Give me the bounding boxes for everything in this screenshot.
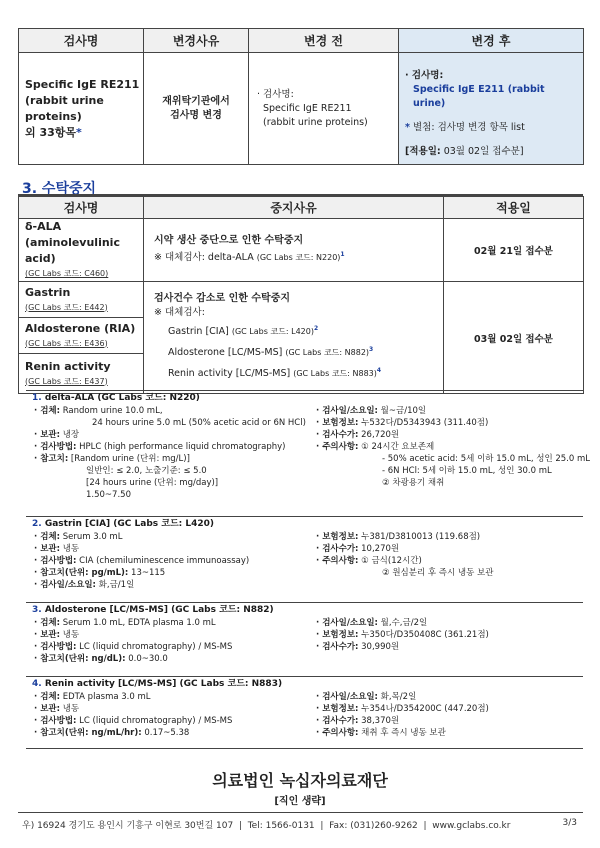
- footer-website[interactable]: www.gclabs.co.kr: [432, 821, 511, 831]
- detail-value: LC (liquid chromatography) / MS-MS: [76, 716, 233, 726]
- star-mark: *: [76, 125, 82, 139]
- alt-code: (GC Labs 코드: N220): [256, 253, 341, 263]
- detail-row: [34, 531, 316, 543]
- detail-row: [34, 441, 316, 453]
- footer: 우) 16924 경기도 용인시 기흥구 이현로 30번길 107 | Tel: 1566-0131 | Fax: (031)260-9262 | www.gclabs.co.kr 3/3: [22, 818, 577, 831]
- alt-code: (GC Labs 코드: N883): [293, 369, 377, 379]
- seal-omitted: [직인 생략]: [274, 796, 326, 807]
- header-change-reason: 변경사유: [144, 29, 249, 53]
- detail-label: · 검사방법:: [34, 642, 77, 652]
- detail-value: [Random urine (단위: mg/L)]: [68, 454, 190, 464]
- detail-value: 0.0~30.0: [125, 654, 168, 664]
- reason-cell: [144, 282, 444, 394]
- detail-row: [34, 629, 316, 641]
- detail-value: 화,금/1일: [95, 580, 135, 590]
- detail-row: [316, 727, 583, 739]
- reason-line2: 검사명 변경: [170, 109, 222, 121]
- box-number: 1.: [32, 393, 42, 403]
- reason-cell: [144, 219, 444, 282]
- footnote-ref: 2: [313, 324, 319, 332]
- test-code: (GC Labs 코드: E436): [25, 338, 108, 348]
- detail-left: [26, 405, 316, 501]
- after-label: · 검사명:: [405, 70, 444, 81]
- detail-value: 냉장: [60, 430, 80, 440]
- detail-right: [316, 691, 583, 739]
- page-number: 3/3: [562, 818, 577, 828]
- detail-value: 누381/D3810013 (119.68점): [358, 532, 481, 542]
- detail-value: 냉동: [60, 544, 80, 554]
- detail-row: [316, 617, 583, 629]
- header-test-name: 검사명: [19, 197, 144, 219]
- detail-label: · 검사방법:: [34, 716, 77, 726]
- detail-row: [34, 453, 316, 465]
- detail-label: · 검체:: [34, 406, 61, 416]
- detail-row: [316, 405, 583, 417]
- reason-head: 시약 생산 중단으로 인한 수탁중지: [154, 235, 304, 247]
- test-code: (GC Labs 코드: E437): [25, 376, 108, 386]
- detail-row: [316, 715, 583, 727]
- cell-test-name: [19, 53, 144, 165]
- detail-value: Random urine 10.0 mL,: [60, 406, 163, 416]
- box-title: Gastrin [CIA] (GC Labs 코드: L420): [44, 519, 215, 529]
- detail-value: 누354나/D354200C (447.20점): [358, 704, 489, 714]
- detail-label: · 검사방법:: [34, 442, 77, 452]
- detail-value: 월~금/10일: [377, 406, 427, 416]
- table-row: [19, 282, 144, 318]
- detail-row: [34, 641, 316, 653]
- detail-label: · 검체:: [34, 692, 61, 702]
- detail-row: [316, 441, 583, 453]
- alt-code: (GC Labs 코드: L420): [231, 326, 314, 336]
- test-name-line1: Specific IgE RE211: [25, 77, 140, 91]
- detail-left: [26, 617, 316, 665]
- detail-value: 냉동: [60, 704, 80, 714]
- before-line2: Specific IgE RE211: [263, 102, 352, 114]
- reason-head: 검사건수 감소로 인한 수탁중지: [154, 292, 291, 304]
- detail-row: [34, 617, 316, 629]
- detail-right: [316, 617, 583, 665]
- detail-label: · 보험정보:: [316, 532, 359, 542]
- reason-line1: 재위탁기관에서: [162, 95, 230, 107]
- alt-item: Renin activity [LC/MS-MS]: [168, 368, 291, 380]
- detail-value: 월,수,금/2일: [377, 618, 428, 628]
- alt-test: ※ 대체검사:: [154, 306, 205, 318]
- section-title: 3. 수탁중지: [22, 181, 97, 197]
- detail-value: 0.17~5.38: [141, 728, 190, 738]
- change-table: [18, 28, 584, 165]
- suspension-table: [18, 196, 584, 394]
- detail-box-1: [26, 390, 591, 501]
- detail-row: [34, 691, 316, 703]
- detail-label: · 검체:: [34, 618, 61, 628]
- test-name: Aldosterone (RIA): [25, 321, 136, 335]
- detail-row: ② 차광용기 채취: [382, 478, 445, 488]
- detail-value: 누532다/D5343943 (311.40점): [358, 418, 489, 428]
- detail-label: · 검체:: [34, 532, 61, 542]
- detail-label: · 검사일/소요일:: [316, 618, 378, 628]
- detail-row: 일반인: ≤ 2.0, 노출기준: ≤ 5.0: [86, 466, 207, 476]
- detail-value: 채취 후 즉시 냉동 보관: [358, 728, 446, 738]
- detail-row: - 6N HCl: 5세 이하 15.0 mL, 성인 30.0 mL: [382, 466, 552, 476]
- detail-value: ① 금식(12시간): [358, 556, 422, 566]
- detail-value: LC (liquid chromatography) / MS-MS: [76, 642, 233, 652]
- alt-code: (GC Labs 코드: N882): [285, 348, 370, 358]
- cell-before: [249, 53, 399, 165]
- test-name-line3: 외 33항목: [25, 125, 77, 139]
- header-after: 변경 후: [399, 29, 584, 53]
- detail-label: · 보험정보:: [316, 704, 359, 714]
- before-line1: · 검사명:: [257, 88, 294, 100]
- box-title: delta-ALA (GC Labs 코드: N220): [44, 393, 200, 403]
- detail-box-2: [26, 516, 583, 591]
- detail-row: [316, 543, 583, 555]
- cell-reason: [144, 53, 249, 165]
- footnote-ref: 3: [369, 345, 374, 353]
- detail-row: [34, 579, 316, 591]
- detail-value: HPLC (high performance liquid chromatography): [76, 442, 286, 452]
- test-name: Gastrin: [25, 285, 71, 299]
- detail-row: - 50% acetic acid: 5세 이하 15.0 mL, 성인 25.0 mL: [382, 454, 591, 464]
- box-title: Aldosterone [LC/MS-MS] (GC Labs 코드: N882): [44, 605, 274, 615]
- detail-row: [316, 417, 583, 429]
- detail-label: · 보험정보:: [316, 630, 359, 640]
- detail-label: · 보험정보:: [316, 418, 359, 428]
- detail-value: 10,270원: [358, 544, 400, 554]
- detail-value: 화,목/2일: [377, 692, 417, 702]
- detail-row: [316, 555, 583, 567]
- detail-label: · 참고치:: [34, 454, 69, 464]
- detail-row: [34, 429, 316, 441]
- after-note-star: *: [405, 122, 410, 133]
- detail-value: ① 24시간 요보존제: [358, 442, 435, 452]
- detail-value: EDTA plasma 3.0 mL: [60, 692, 151, 702]
- header-test-name: 검사명: [19, 29, 144, 53]
- detail-value: CIA (chemiluminescence immunoassay): [76, 556, 250, 566]
- after-note: 별첨: 검사명 변경 항목 list: [413, 122, 525, 133]
- detail-row: [34, 715, 316, 727]
- box-divider: [26, 748, 583, 749]
- detail-row: 1.50~7.50: [86, 490, 131, 500]
- footer-tel: Tel: 1566-0131: [247, 821, 315, 831]
- box-number: 3.: [32, 605, 42, 615]
- footnote-ref: 1: [340, 251, 345, 259]
- detail-row: [316, 429, 583, 441]
- detail-label: · 주의사항:: [316, 442, 359, 452]
- detail-row: 24 hours urine 5.0 mL (50% acetic acid or 6N HCl): [92, 418, 306, 428]
- apply-date: 03월 02일 접수분: [444, 282, 584, 394]
- table-row: [19, 219, 144, 282]
- detail-row: [34, 543, 316, 555]
- header-suspend-reason: 중지사유: [144, 197, 444, 219]
- detail-label: · 검사일/소요일:: [316, 692, 378, 702]
- detail-label: · 주의사항:: [316, 728, 359, 738]
- detail-left: [26, 691, 316, 739]
- detail-value: 13~115: [128, 568, 166, 578]
- detail-box-3: [26, 602, 583, 665]
- header-apply-date: 적용일: [444, 197, 584, 219]
- detail-box-4: [26, 676, 583, 739]
- detail-right: [316, 531, 583, 591]
- box-number: 2.: [32, 519, 42, 529]
- organization-name: 의료법인 녹십자의료재단: [212, 771, 388, 790]
- test-code: (GC Labs 코드: E442): [25, 302, 108, 312]
- footer-address: 우) 16924 경기도 용인시 기흥구 이현로 30번길 107: [22, 821, 234, 831]
- detail-row: [316, 531, 583, 543]
- detail-label: · 검사수가:: [316, 716, 359, 726]
- alt-item: Gastrin [CIA]: [168, 325, 229, 337]
- detail-label: · 보관:: [34, 430, 61, 440]
- detail-label: · 검사일/소요일:: [316, 406, 378, 416]
- detail-row: [24 hours urine (단위: mg/day)]: [86, 478, 219, 488]
- after-value: Specific IgE E211 (rabbit urine): [413, 84, 545, 109]
- detail-row: [34, 567, 316, 579]
- alt-test: ※ 대체검사: delta-ALA: [154, 252, 254, 264]
- detail-row: [34, 405, 316, 417]
- detail-value: 38,370원: [358, 716, 400, 726]
- cell-after: [399, 53, 584, 165]
- detail-label: · 참고치(단위: ng/dL):: [34, 654, 126, 664]
- detail-row: [316, 691, 583, 703]
- test-name: δ-ALA: [25, 220, 62, 233]
- detail-label: · 검사일/소요일:: [34, 580, 96, 590]
- detail-label: · 참고치(단위: pg/mL):: [34, 568, 129, 578]
- box-number: 4.: [32, 679, 42, 689]
- detail-row: [34, 727, 316, 739]
- detail-row: [34, 653, 316, 665]
- box-title: Renin activity [LC/MS-MS] (GC Labs 코드: N883): [44, 679, 283, 689]
- table-row: [19, 318, 144, 354]
- detail-value: 누350다/D350408C (361.21점): [358, 630, 489, 640]
- footer-fax: Fax: (031)260-9262: [329, 821, 418, 831]
- detail-row: [316, 703, 583, 715]
- detail-label: · 검사방법:: [34, 556, 77, 566]
- alt-item: Aldosterone [LC/MS-MS]: [168, 347, 283, 359]
- detail-row: ② 원심분리 후 즉시 냉동 보관: [382, 568, 494, 578]
- detail-row: [316, 629, 583, 641]
- detail-value: Serum 3.0 mL: [60, 532, 123, 542]
- detail-right: [316, 405, 591, 501]
- detail-left: [26, 531, 316, 591]
- apply-label: [적용일:: [405, 146, 441, 157]
- test-name-line2: (rabbit urine proteins): [25, 93, 104, 123]
- detail-label: · 검사수가:: [316, 544, 359, 554]
- detail-label: · 참고치(단위: ng/mL/hr):: [34, 728, 142, 738]
- apply-date: 02월 21일 접수분: [444, 219, 584, 282]
- test-code: (GC Labs 코드: C460): [25, 269, 109, 278]
- before-line3: (rabbit urine proteins): [263, 116, 368, 128]
- detail-label: · 주의사항:: [316, 556, 359, 566]
- detail-label: · 검사수가:: [316, 430, 359, 440]
- test-name: Renin activity: [25, 359, 111, 373]
- detail-row: [34, 555, 316, 567]
- detail-label: · 보관:: [34, 704, 61, 714]
- apply-value: 03월 02일 접수분]: [443, 146, 524, 157]
- test-name-sub: (aminolevulinic acid): [25, 236, 120, 265]
- footer-divider: [18, 812, 583, 813]
- detail-label: · 검사수가:: [316, 642, 359, 652]
- table-row: [19, 354, 144, 394]
- detail-label: · 보관:: [34, 544, 61, 554]
- detail-value: 30,990원: [358, 642, 400, 652]
- detail-row: [316, 641, 583, 653]
- footnote-ref: 4: [376, 367, 382, 375]
- detail-value: 냉동: [60, 630, 80, 640]
- detail-label: · 보관:: [34, 630, 61, 640]
- detail-row: [34, 703, 316, 715]
- detail-value: 26,720원: [358, 430, 400, 440]
- detail-value: Serum 1.0 mL, EDTA plasma 1.0 mL: [60, 618, 216, 628]
- header-before: 변경 전: [249, 29, 399, 53]
